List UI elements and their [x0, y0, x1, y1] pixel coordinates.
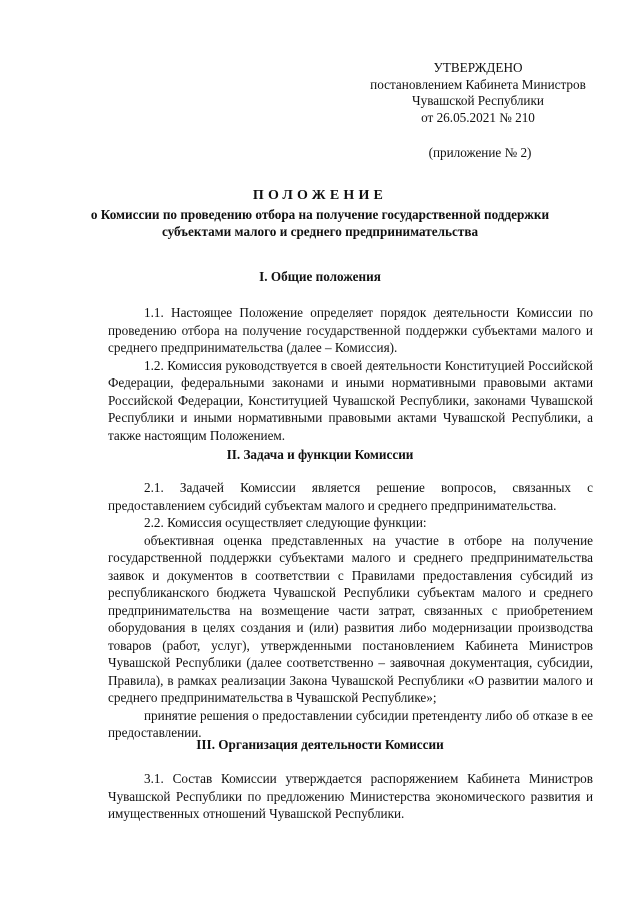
section-body-3 [108, 770, 593, 823]
section-heading-3: III. Организация деятельности Комиссии [196, 737, 444, 752]
appendix-label: (приложение № 2) [428, 145, 532, 160]
paragraph: 1.1. Настоящее Положение определяет порядок деятельности Комиссии по проведению отбора на получение государственной поддержки субъектами малого и среднего предпринимательства (далее – Комиссия). [108, 305, 593, 355]
approval-date-number: от 26.05.2021 № 210 [421, 109, 535, 125]
approval-region: Чувашской Республики [412, 93, 544, 108]
section-body-2 [108, 479, 593, 742]
document-title: ПОЛОЖЕНИЕ [252, 188, 388, 203]
paragraph: принятие решения о предоставлении субсидии претенденту либо об отказе в ее предоставлении. [108, 707, 593, 740]
paragraph: объективная оценка представленных на участие в отборе на получение государственной поддержки субъектами малого и среднего предпринимательства заявок и документов в соответствии с Правилами предоставления субсидий из республиканского бюджета Чувашской Республики субъектам малого и среднего предпринимательства на возмещение части затрат, связанных с приобретением оборудования в целях создания и (или) развития либо модернизации производства товаров (работ, услуг), утвержденными постановлением Кабинета Министров Чувашской Республики (далее соответственно – заявочная документация, субсидии, Правила), в рамках реализации Закона Чувашской Республики «О развитии малого и среднего предпринимательства в Чувашской Республике»; [108, 532, 593, 705]
paragraph: 2.1. Задачей Комиссии является решение вопросов, связанных с предоставлением субсидий субъектам малого и среднего предпринимательства. [108, 480, 593, 513]
section-heading-1: I. Общие положения [259, 269, 381, 284]
approval-label: УТВЕРЖДЕНО [433, 60, 523, 75]
paragraph: 1.2. Комиссия руководствуется в своей деятельности Конституцией Российской Федерации, федеральными законами и иными нормативными правовыми актами Российской Федерации, Конституцией Чувашской Республики, законами Чувашской Республики и иными нормативными правовыми актами Чувашской Республики, а также настоящим Положением. [108, 357, 593, 443]
approval-stamp [358, 60, 598, 126]
paragraph: 3.1. Состав Комиссии утверждается распоряжением Кабинета Министров Чувашской Республики по предложению Министерства экономического развития и имущественных отношений Чувашской Республики. [108, 771, 593, 821]
document-subtitle: о Комиссии по проведению отбора на получение государственной поддержки субъектами малого и среднего предпринимательства [90, 207, 550, 239]
section-body-1 [108, 304, 593, 444]
approval-issuer: постановлением Кабинета Министров [370, 76, 586, 92]
paragraph: 2.2. Комиссия осуществляет следующие функции: [144, 515, 427, 530]
section-heading-2: II. Задача и функции Комиссии [226, 447, 414, 462]
